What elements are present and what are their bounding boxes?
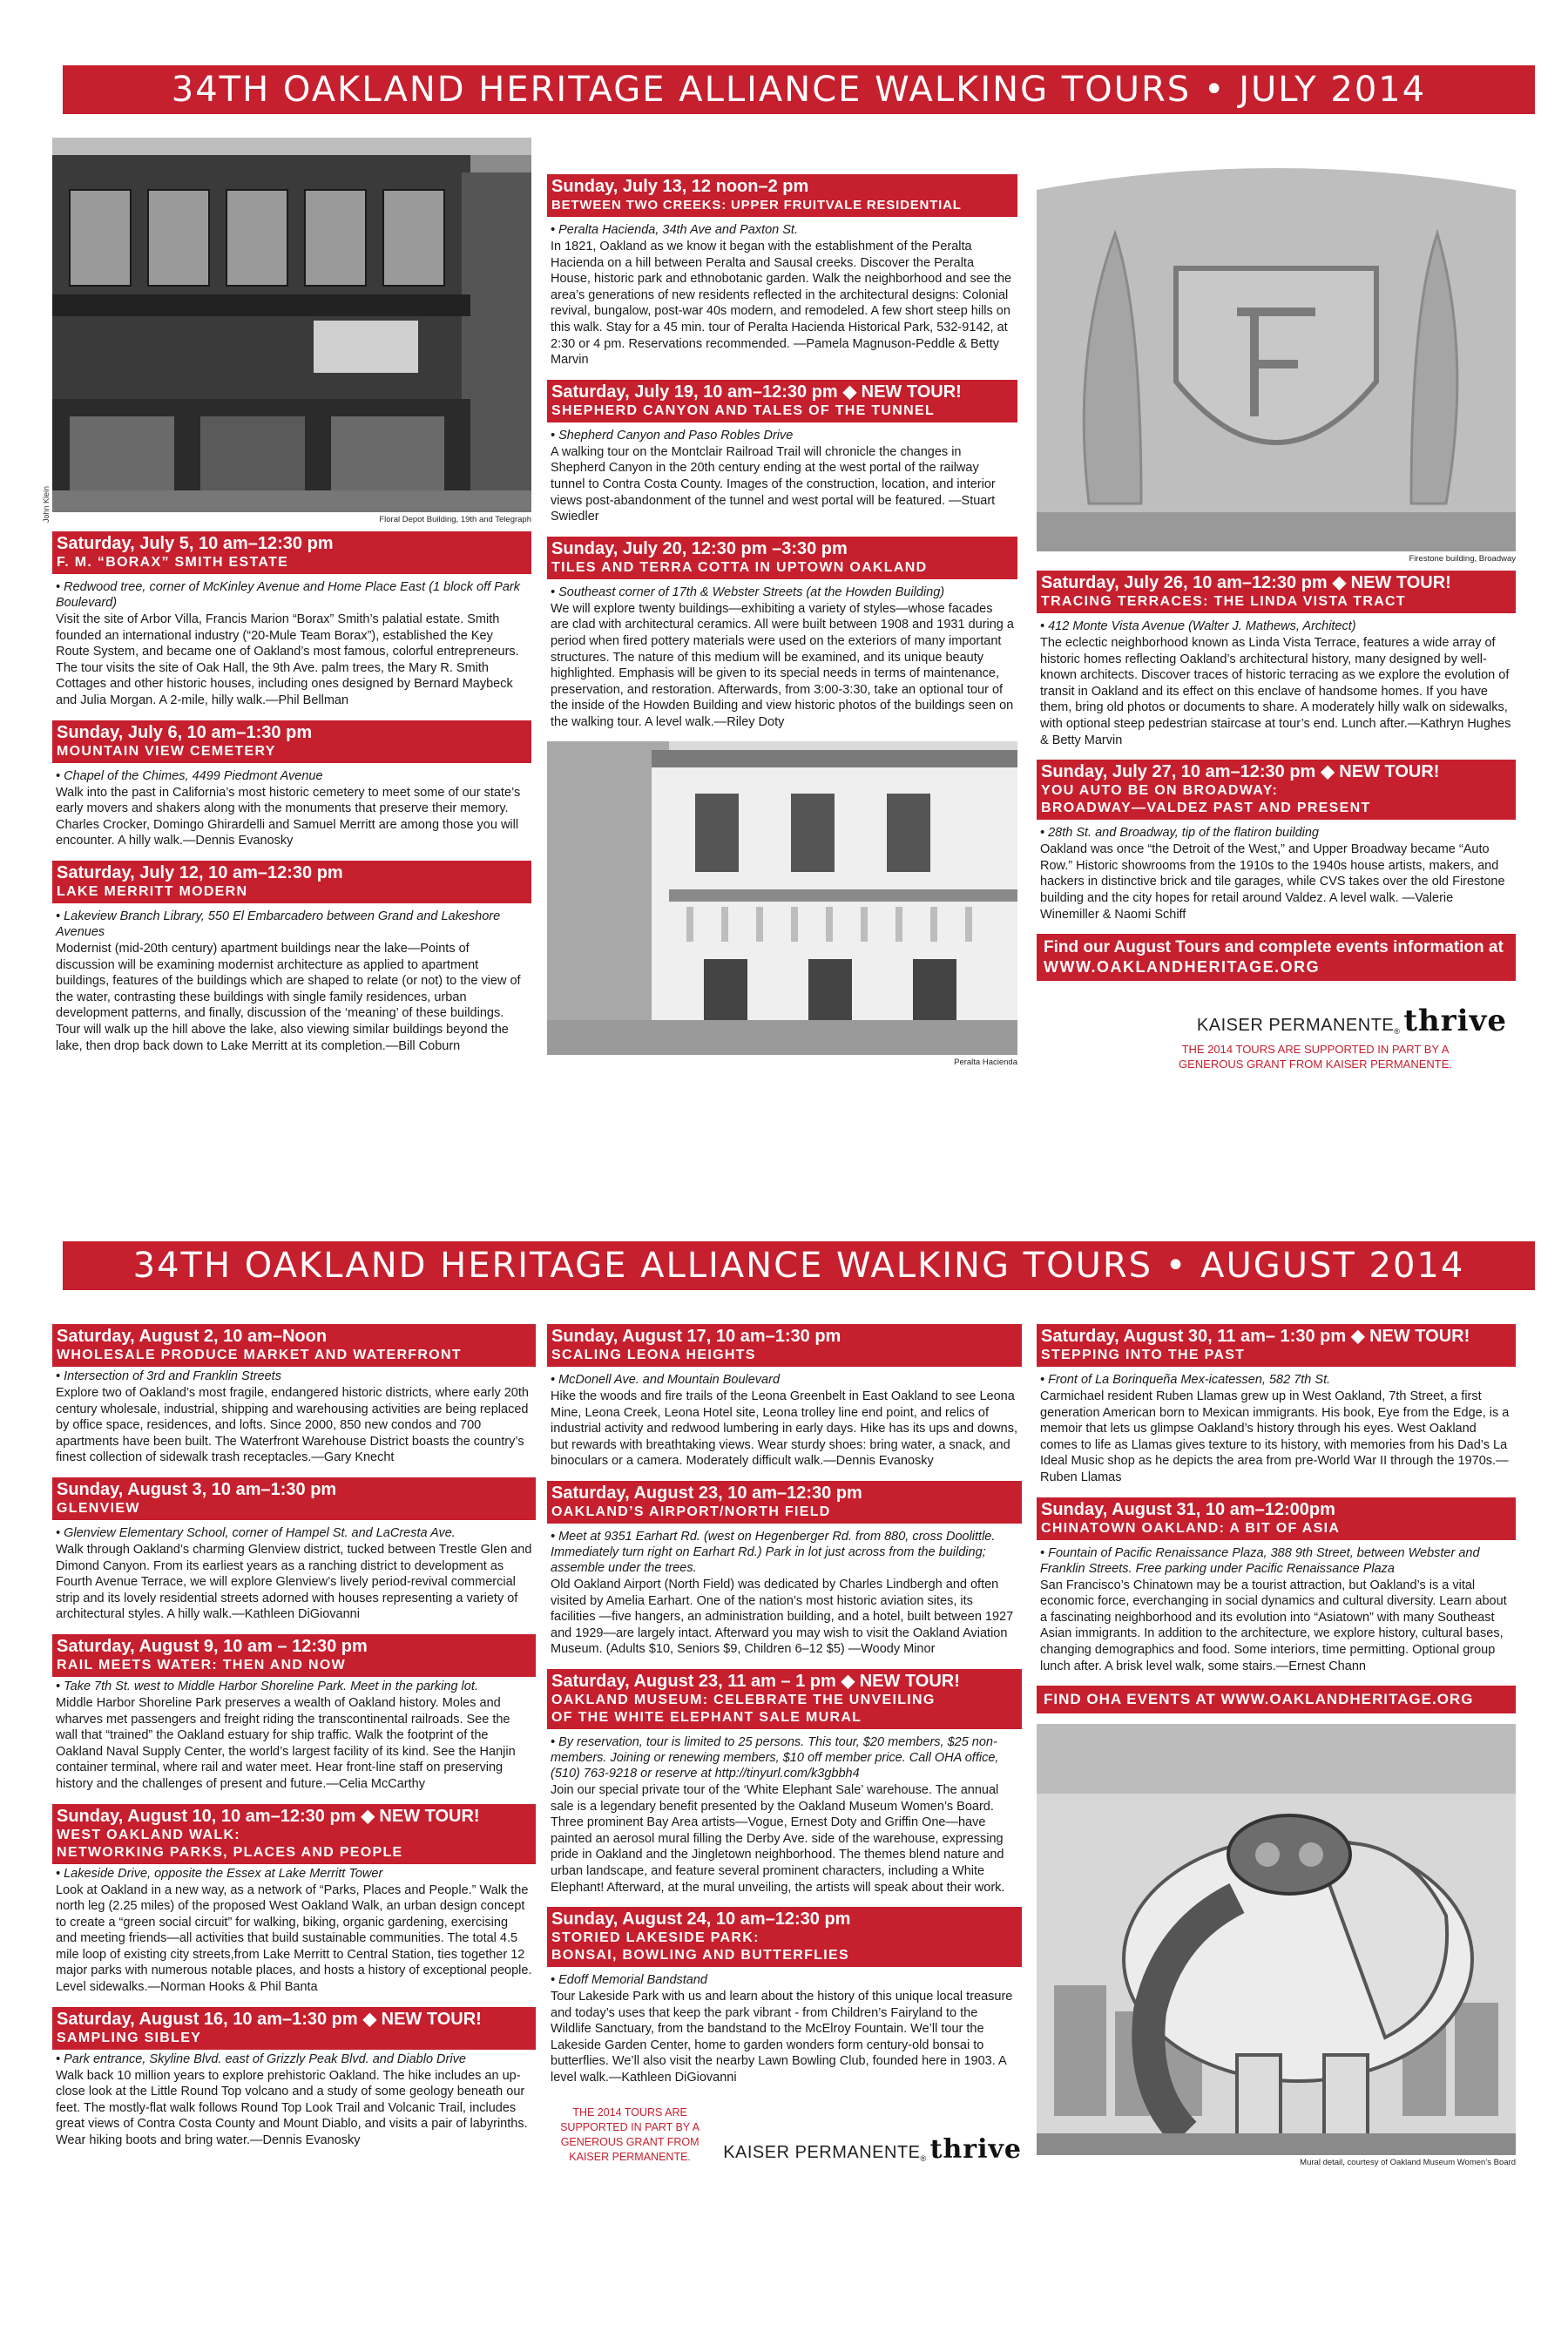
tour-title: BETWEEN TWO CREEKS: UPPER FRUITVALE RESIDENTIAL <box>551 198 962 213</box>
tour-august-24 <box>547 1907 1022 2086</box>
tour-title: SHEPHERD CANYON AND TALES OF THE TUNNEL <box>551 402 936 418</box>
tour-description: Visit the site of Arbor Villa, Francis Marion “Borax” Smith’s palatial estate. Smith founded an international industry (“20-Mule Team Borax”), established the Key Route System, and became one of Oakland’s most famous, colorful entrepreneurs. The tour visits the site of Oak Hall, the 9th Ave. palm trees, the Mary R. Smith Cottages and other historic houses, including ones designed by Bernard Maybeck and Julia Morgan. A 2-mile, hilly walk.—Phil Bellman <box>56 612 519 707</box>
tour-date: Sunday, August 3, 10 am–1:30 pm <box>57 1479 337 1499</box>
kaiser-permanente-logo: KAISER PERMANENTE <box>1196 1016 1395 1036</box>
tour-august-23-airport <box>547 1481 1022 1658</box>
tour-july-5 <box>52 531 531 709</box>
sponsor-text: THE 2014 TOURS ARE SUPPORTED IN PART BY A GENEROUS GRANT FROM KAISER PERMANENTE. <box>560 2105 700 2163</box>
tour-august-2 <box>52 1324 536 1466</box>
peralta-hacienda-caption: Peralta Hacienda <box>954 1058 1017 1068</box>
august-banner: 34TH OAKLAND HERITAGE ALLIANCE WALKING TOURS • AUGUST 2014 <box>63 1241 1535 1290</box>
tour-location: • Lakeside Drive, opposite the Essex at Lake Merritt Tower <box>56 1866 383 1881</box>
tour-july-12 <box>52 861 531 1054</box>
tour-title: SCALING LEONA HEIGHTS <box>551 1348 756 1362</box>
tour-date: Sunday, August 17, 10 am–1:30 pm <box>551 1327 841 1346</box>
tour-subtitle: NETWORKING PARKS, PLACES AND PEOPLE <box>57 1844 403 1860</box>
tour-description: Join our special private tour of the ‘White Elephant Sale’ warehouse. The annual sale is a legendary benefit presented by the Oakland Museum Women’s Board. Three prominent Bay Area artists—Vogue, Ernest Doty and Griffin One—have painted an aerosol mural filling the Derby Ave. side of the warehouse, expressing pride in Oakland and the Jingletown neighborhood. The themes blend nature and urban landscape, and feature several prominent characters, including a White Elephant! Afterward, at the mural unveiling, the artists will speak about their work. <box>551 1782 1005 1895</box>
tour-location: • 412 Monte Vista Avenue (Walter J. Mathews, Architect) <box>1040 619 1356 633</box>
kaiser-permanente-logo: KAISER PERMANENTE <box>723 2142 921 2162</box>
elephant-mural-photo <box>1037 1724 1516 2155</box>
august-tours-cta <box>1037 934 1516 981</box>
tour-description: In 1821, Oakland as we know it began with the establishment of the Peralta Hacienda on a hill between Peralta and Sausal creeks. Discover the Peralta House, historic park and ethnobotanic garden. Walk the neighborhood and see the area’s generations of new residents reflected in the architectural designs: Colonial revival, bungalow, post-war 40s modern, and remodeled. A few short steep hills on this walk. Stay for a 45 min. tour of Peralta Hacienda Historical Park, 532-9142, at 2:30 or 4 pm. Reservations recommended. —Pamela Magnuson-Peddle & Betty Marvin <box>551 240 1012 368</box>
tour-location: • Shepherd Canyon and Paso Robles Drive <box>551 428 794 443</box>
tour-description: Carmichael resident Ruben Llamas grew up in West Oakland, 7th Street, a first generation American born to Mexican immigrants. His book, Eye from the Edge, is a memoir that lets us glimpse Oakland’s history through his eyes. West Oakland comes to life as Llamas gives texture to its history, with memories from his Dad’s La Ideal Music shop as he depicts the area from pre-World War II through the 1970s.—Ruben Llamas <box>1040 1389 1510 1484</box>
new-tour-badge: ◆ NEW TOUR! <box>361 1806 480 1826</box>
thrive-logo: thrive <box>1403 1004 1507 1039</box>
firestone-building-photo <box>1037 138 1516 551</box>
tour-location: • Peralta Hacienda, 34th Ave and Paxton St. <box>551 223 798 237</box>
tour-title: GLENVIEW <box>57 1500 140 1516</box>
tour-august-23-museum <box>547 1669 1022 1896</box>
tour-title: TRACING TERRACES: THE LINDA VISTA TRACT <box>1041 594 1406 609</box>
tour-description: Walk into the past in California’s most historic cemetery to meet some of our state’s early movers and shakers along with the monuments that preserve their memory. Charles Crocker, Domingo Ghirardelli and Samuel Merritt are among those you will encounter. A hilly walk.—Dennis Evanosky <box>56 785 521 848</box>
tour-august-9 <box>52 1634 536 1793</box>
cta-text: Find our August Tours and complete events information at <box>1044 938 1504 957</box>
tour-location: • Glenview Elementary School, corner of Hampel St. and LaCresta Ave. <box>56 1525 456 1540</box>
tour-july-6 <box>52 720 531 849</box>
tour-subtitle: OF THE WHITE ELEPHANT SALE MURAL <box>551 1709 862 1725</box>
tour-date: Sunday, August 24, 10 am–12:30 pm <box>551 1909 851 1930</box>
tour-location: • Front of La Borinqueña Mex-icatessen, 582 7th St. <box>1040 1373 1331 1387</box>
tour-description: San Francisco’s Chinatown may be a tourist attraction, but Oakland’s is a vital economic force, everchanging in social dynamics and cultural diversity. Learn about a fascinating neighborhood and its evolution into “Asiatown” with many Southeast Asian immigrants. In addition to the architecture, we explore history, cultural bases, changing demographics and food. Some interiors, time permitting. Optional group lunch after. A brisk level walk, some stairs.—Ernest Chann <box>1040 1578 1507 1673</box>
tour-date: Saturday, July 5, 10 am–12:30 pm <box>57 534 334 553</box>
tour-date: Saturday, August 30, 11 am– 1:30 pm <box>1041 1327 1347 1346</box>
tour-title: OAKLAND’S AIRPORT/NORTH FIELD <box>551 1504 831 1519</box>
tour-location: • Southeast corner of 17th & Webster Streets (at the Howden Building) <box>551 585 945 599</box>
tour-description: A walking tour on the Montclair Railroad Trail will chronicle the changes in Shepherd Canyon in the 20th century ending at the west portal of the railway tunnel to Contra Costa County. Images of the construction, location, and interior views post-abandonment of the tunnel and west portal will be featured. —Stuart Swiedler <box>551 444 996 524</box>
tour-location: • Lakeview Branch Library, 550 El Embarcadero between Grand and Lakeshore Avenues <box>56 909 501 939</box>
new-tour-badge: ◆ NEW TOUR! <box>841 1671 960 1691</box>
tour-location: • McDonell Ave. and Mountain Boulevard <box>551 1373 781 1387</box>
peralta-hacienda-photo <box>547 741 1017 1055</box>
tour-description: Modernist (mid-20th century) apartment buildings near the lake—Points of discussion will be examining modernist architecture as applied to apartment buildings, features of the buildings which are shaped to relate (or not) to the view of the water, contrasting these buildings with single family residences, urban development patterns, and finally, discussion of the ‘meaning’ of these buildings. Tour will walk up the hill above the lake, also viewing similar buildings beyond the lake, then drop back down to Lake Merritt at its completion.—Bill Coburn <box>56 941 521 1053</box>
tour-title: WEST OAKLAND WALK: <box>57 1827 240 1842</box>
mural-caption: Mural detail, courtesy of Oakland Museum Women’s Board <box>1300 2158 1516 2168</box>
tour-subtitle: BROADWAY—VALDEZ PAST AND PRESENT <box>1041 801 1371 816</box>
tour-location: • Chapel of the Chimes, 4499 Piedmont Avenue <box>56 768 323 783</box>
tour-august-16 <box>52 2007 536 2149</box>
website-link[interactable]: WWW.OAKLANDHERITAGE.ORG <box>1044 958 1321 977</box>
tour-title: TILES AND TERRA COTTA IN UPTOWN OAKLAND <box>551 559 928 575</box>
photo-credit: John Klein <box>42 485 51 523</box>
tour-date: Saturday, August 9, 10 am – 12:30 pm <box>57 1636 368 1656</box>
tour-date: Saturday, August 16, 10 am–1:30 pm <box>57 2009 358 2029</box>
tour-date: Sunday, July 13, 12 noon–2 pm <box>551 177 809 196</box>
tour-title: CHINATOWN OAKLAND: A BIT OF ASIA <box>1041 1520 1341 1536</box>
tour-july-19 <box>547 380 1017 525</box>
tour-location: • Park entrance, Skyline Blvd. east of Grizzly Peak Blvd. and Diablo Drive <box>56 2051 466 2066</box>
tour-description: Walk through Oakland’s charming Glenview district, tucked between Trestle Glen and Dimond Canyon. From its earliest years as a ranching district to development as Fourth Avenue Terrace, we will explore Glenview’s lively period-revival commercial strip and its lovely residential streets adorned with houses representing a variety of architectural styles. A hilly walk.—Kathleen DiGiovanni <box>56 1542 532 1622</box>
tour-location: • Redwood tree, corner of McKinley Avenue and Home Place East (1 block off Park Boulevard) <box>56 580 520 610</box>
new-tour-badge: ◆ NEW TOUR! <box>362 2009 482 2029</box>
tour-description: Look at Oakland in a new way, as a network of “Parks, Places and People.” Walk the north leg (2.25 miles) of the proposed West Oakland Walk, an urban design concept to create a “green social circuit” for walking, biking, organic gardening, exercising and meeting friends—all activities that build sustainable communities. The total 4.5 mile loop of existing city streets,from Lake Merritt to Central Station, ties together 12 major parks with numerous notable places, and hosts a history of exceptional people. Level sidewalks.—Norman Hooks & Phil Banta <box>56 1882 532 1995</box>
tour-date: Sunday, August 31, 10 am–12:00pm <box>1041 1499 1335 1519</box>
tour-title: RAIL MEETS WATER: THEN AND NOW <box>57 1657 347 1673</box>
floral-depot-caption: Floral Depot Building, 19th and Telegraph <box>379 515 531 524</box>
new-tour-badge: ◆ NEW TOUR! <box>1332 573 1451 592</box>
tour-description: Hike the woods and fire trails of the Leona Greenbelt in East Oakland to see Leona Mine, Leona Creek, Leona Hotel site, Leona trolley line end point, and relics of industrial activity and redwood lumbering in early days. Hike has its ups and downs, but rewards with breathtaking views. Wear sturdy shoes: bring water, a snack, and binoculars or a camera. Moderately difficult walk.—Dennis Evanosky <box>551 1389 1017 1469</box>
new-tour-badge: ◆ NEW TOUR! <box>842 382 962 402</box>
sponsor-text: THE 2014 TOURS ARE SUPPORTED IN PART BY A GENEROUS GRANT FROM KAISER PERMANENTE. <box>1179 1043 1452 1071</box>
tour-description: Tour Lakeside Park with us and learn about the history of this unique local treasure and today’s uses that keep the park vibrant - from Children’s Fairyland to the Wildlife Sanctuary, from the bandstand to the McElroy Fountain. We’ll tour the Lakeside Garden Center, home to garden wonders form century-old bonsai to butterflies. We’ll also visit the nearby Lawn Bowling Club, founded here in 1903. A level walk.—Kathleen DiGiovanni <box>551 1990 1013 2085</box>
tour-location: • Fountain of Pacific Renaissance Plaza, 388 9th Street, between Webster and Franklin Streets. Free parking under Pacific Renaissance Plaza <box>1040 1545 1480 1576</box>
tour-date: Saturday, August 2, 10 am–Noon <box>57 1327 328 1346</box>
tour-description: Explore two of Oakland’s most fragile, endangered historic districts, where early 20th century wholesale, industrial, shipping and warehousing activities are being replaced by office space, residences, and lofts. Since 2000, 850 new condos and 700 apartments have been built. The Waterfront Warehouse District boasts the country’s finest collection of sidewalk trash receptacles.—Gary Knecht <box>56 1386 529 1465</box>
thrive-logo: thrive <box>929 2133 1022 2165</box>
tour-date: Sunday, July 20, 12:30 pm –3:30 pm <box>551 538 848 558</box>
tour-august-3 <box>52 1477 536 1623</box>
sponsor-logo: KAISER $PERMANENTE_®$ thrive <box>1196 1004 1507 1039</box>
tour-title: MOUNTAIN VIEW CEMETERY <box>57 743 276 759</box>
tour-title: STEPPING INTO THE PAST <box>1041 1348 1246 1362</box>
tour-date: Saturday, August 23, 10 am–12:30 pm <box>551 1483 862 1503</box>
tour-date: Saturday, July 12, 10 am–12:30 pm <box>57 862 343 882</box>
new-tour-badge: ◆ NEW TOUR! <box>1351 1327 1470 1346</box>
tour-location: • Take 7th St. west to Middle Harbor Shoreline Park. Meet in the parking lot. <box>56 1679 478 1693</box>
tour-title: STORIED LAKESIDE PARK: <box>551 1930 760 1946</box>
tour-august-17 <box>547 1324 1022 1470</box>
firestone-caption: Firestone building, Broadway <box>1409 554 1516 564</box>
tour-august-10 <box>52 1804 536 1996</box>
tour-description: The eclectic neighborhood known as Linda Vista Terrace, features a wide array of historic homes reflecting Oakland’s architectural history, many designed by well-known architects. Discover traces of historic terracing as we explore the evolution of transit in Oakland and its effect on this enclave of handsome homes. If you have them, bring old photos or documents to share. A moderately hilly walk on sidewalks, with optional steep pedestrian staircase at tour’s end. Lunch after.—Kathryn Hughes & Betty Marvin <box>1040 636 1511 747</box>
tour-july-26 <box>1037 571 1516 748</box>
tour-title: SAMPLING SIBLEY <box>57 2030 202 2045</box>
july-banner: 34TH OAKLAND HERITAGE ALLIANCE WALKING TOURS • JULY 2014 <box>63 65 1535 114</box>
tour-location: • Edoff Memorial Bandstand <box>551 1973 707 1988</box>
tour-july-27 <box>1037 760 1516 923</box>
tour-location: • By reservation, tour is limited to 25 persons. This tour, $20 members, $25 non-members. Joining or renewing members, $10 off member price. Call OHA office, (510) 763-9218 or reserve at http://tinyurl.com/k3gbbh4 <box>551 1734 999 1781</box>
tour-date: Sunday, August 10, 10 am–12:30 pm <box>57 1806 356 1826</box>
sponsor-block: THE 2014 TOURS ARE SUPPORTED IN PART BY A GENEROUS GRANT FROM KAISER PERMANENTE. KAISER $PERMANENTE_®$ thrive <box>547 2105 1022 2165</box>
tour-description: Oakland was once “the Detroit of the West,” and Upper Broadway became “Auto Row.” Historic showrooms from the 1910s to the 1940s house artists, makers, and hackers in distinctive brick and tile garages, while CVS takes over the old Firestone building and the city hopes for retail around Valdez. A level walk. —Valerie Winemiller & Naomi Schiff <box>1040 842 1505 922</box>
tour-title: WHOLESALE PRODUCE MARKET AND WATERFRONT <box>57 1348 462 1362</box>
tour-location: • Meet at 9351 Earhart Rd. (west on Hegenberger Rd. from 880, cross Doolittle. Immediately turn right on Earhart Rd.) Park in lot just across from the building; assemble under the trees. <box>551 1529 996 1575</box>
tour-title: OAKLAND MUSEUM: CELEBRATE THE UNVEILING <box>551 1692 936 1707</box>
tour-location: • 28th St. and Broadway, tip of the flatiron building <box>1040 826 1319 841</box>
new-tour-badge: ◆ NEW TOUR! <box>1321 762 1440 782</box>
floral-depot-photo <box>52 138 531 512</box>
tour-description: Middle Harbor Shoreline Park preserves a wealth of Oakland history. Moles and wharves met passengers and freight riding the transcontinental railroads. See the wall that “trained” the Oakland estuary for ship traffic. Walk the footprint of the Oakland Naval Supply Center, the world’s largest facility of its kind. See the Hanjin container terminal, where rail and water meet. Hear front-line staff on preserving history and the challenges of present and future.—Celia McCarthy <box>56 1695 516 1791</box>
tour-description: Walk back 10 million years to explore prehistoric Oakland. The hike includes an up-close look at the Little Round Top volcano and a study of some geology beneath our feet. The mostly-flat walk follows Round Top Look Trail and Volcanic Trail, includes great views of Contra Costa County and Mount Diablo, and visits a pair of labyrinths. Wear hiking boots and bring water.—Dennis Evanosky <box>56 2068 528 2148</box>
tour-title: LAKE MERRITT MODERN <box>57 883 248 899</box>
tour-description: We will explore twenty buildings—exhibiting a variety of styles—whose facades are clad with architectural ceramics. All were built between 1908 and 1931 during a period when fired pottery materials were used on the exteriors of many important structures. The nature of this medium will be examined, and its unique beauty highlighted. Emphasis will be given to its special needs in terms of maintenance, preservation, and restoration. Afterwards, from 3:00-3:30, take an optional tour of the inside of the Howden Building and view historic photos of the buildings seen on the walking tour. A level walk.—Riley Doty <box>551 601 1014 729</box>
tour-date: Sunday, July 6, 10 am–1:30 pm <box>57 722 313 742</box>
tour-date: Saturday, August 23, 11 am – 1 pm <box>551 1671 836 1691</box>
tour-july-20 <box>547 537 1017 731</box>
tour-date: Saturday, July 19, 10 am–12:30 pm <box>551 382 838 402</box>
tour-title: F. M. “BORAX” SMITH ESTATE <box>57 555 289 570</box>
tour-description: Old Oakland Airport (North Field) was dedicated by Charles Lindbergh and often visited by Amelia Earhart. One of the nation’s most historic aviation sites, its facilities —five hangers, an administration building, and a hotel, built between 1927 and 1929—are largely intact. Afterward you may wish to visit the Oakland Aviation Museum. (Adults $10, Seniors $9, Children 6–12 $5) —Woody Minor <box>551 1577 1014 1657</box>
tour-july-13 <box>547 174 1017 368</box>
find-oha-events-cta[interactable]: FIND OHA EVENTS AT WWW.OAKLANDHERITAGE.ORG <box>1037 1686 1516 1713</box>
tour-august-31 <box>1037 1497 1516 1675</box>
tour-location: • Intersection of 3rd and Franklin Streets <box>56 1369 281 1383</box>
tour-august-30 <box>1037 1324 1516 1486</box>
tour-date: Sunday, July 27, 10 am–12:30 pm <box>1041 762 1316 782</box>
tour-date: Saturday, July 26, 10 am–12:30 pm <box>1041 573 1328 592</box>
tour-title: YOU AUTO BE ON BROADWAY: <box>1041 783 1279 799</box>
tour-subtitle: BONSAI, BOWLING AND BUTTERFLIES <box>551 1948 849 1963</box>
